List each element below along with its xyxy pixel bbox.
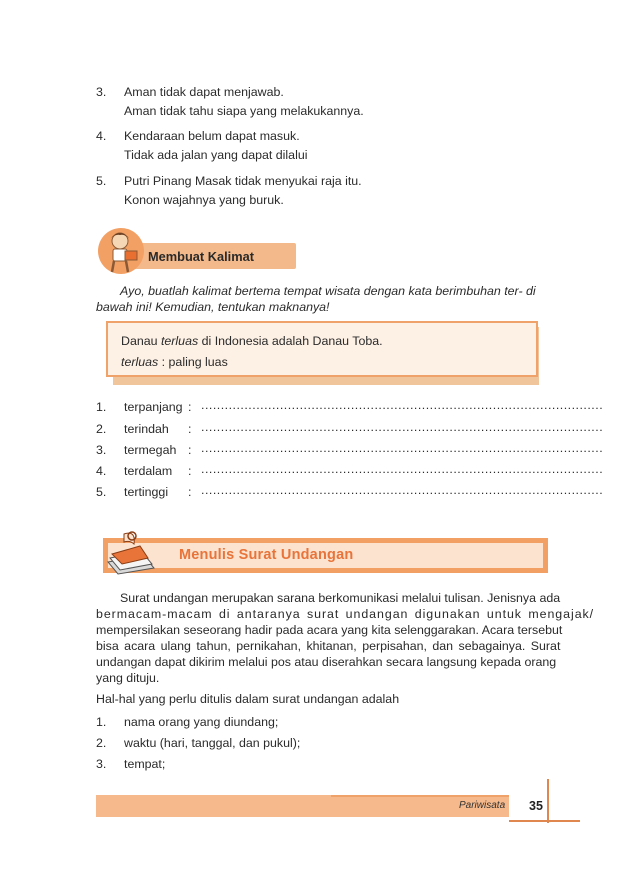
word-label: termegah — [124, 443, 177, 457]
list-number: 2. — [96, 736, 107, 750]
word-label: terpanjang — [124, 400, 183, 414]
example-sentence — [121, 334, 383, 348]
word-label: terindah — [124, 422, 169, 436]
page-number: 35 — [529, 799, 543, 813]
list-number: 4. — [96, 129, 107, 143]
word-colon: : — [188, 464, 192, 478]
footer-accent-line — [331, 795, 509, 797]
instruction-line: Ayo, buatlah kalimat bertema tempat wisata dengan kata berimbuhan ter- di — [120, 284, 536, 298]
example-word: terluas — [121, 355, 159, 369]
example-text: Danau — [121, 334, 161, 348]
word-colon: : — [188, 400, 192, 414]
word-number: 1. — [96, 400, 107, 414]
letter-envelope-icon — [102, 528, 168, 578]
list-line: Putri Pinang Masak tidak menyukai raja itu. — [124, 174, 362, 188]
paragraph-line: Surat undangan merupakan sarana berkomunikasi melalui tulisan. Jenisnya ada — [120, 591, 561, 605]
example-text: di Indonesia adalah Danau Toba. — [198, 334, 383, 348]
word-number: 4. — [96, 464, 107, 478]
example-text: : paling luas — [158, 355, 228, 369]
lead-sentence: Hal-hal yang perlu ditulis dalam surat undangan adalah — [96, 692, 400, 706]
word-label: terdalam — [124, 464, 173, 478]
list-number: 3. — [96, 757, 107, 771]
list-item: nama orang yang diundang; — [124, 715, 279, 729]
paragraph-line: yang dituju. — [96, 671, 160, 685]
word-colon: : — [188, 422, 192, 436]
paragraph-line: mempersilakan seseorang hadir pada acara yang kita selenggarakan. Acara tersebut — [96, 623, 563, 637]
list-number: 1. — [96, 715, 107, 729]
list-line: Konon wajahnya yang buruk. — [124, 193, 284, 207]
example-word: terluas — [160, 334, 199, 348]
word-colon: : — [188, 443, 192, 457]
word-label: tertinggi — [124, 485, 169, 499]
list-number: 3. — [96, 85, 107, 99]
answer-line[interactable]: ...................................................................................................... — [201, 462, 604, 476]
answer-line[interactable]: ...................................................................................................... — [201, 420, 604, 434]
word-number: 5. — [96, 485, 107, 499]
section-title: Membuat Kalimat — [148, 249, 254, 264]
paragraph-line: bisa acara ulang tahun, pernikahan, khitanan, perpisahan, dan sebagainya. Surat — [96, 639, 561, 653]
footer-chapter-label: Pariwisata — [459, 800, 506, 811]
paragraph-line: undangan dapat dikirim melalui pos atau diserahkan secara langsung kepada orang — [96, 655, 557, 669]
section-title: Menulis Surat Undangan — [179, 547, 354, 563]
list-line: Aman tidak tahu siapa yang melakukannya. — [124, 104, 364, 118]
list-item: tempat; — [124, 757, 166, 771]
list-line: Tidak ada jalan yang dapat dilalui — [124, 148, 308, 162]
word-number: 3. — [96, 443, 107, 457]
footer-divider — [509, 820, 580, 822]
example-meaning — [121, 355, 228, 369]
list-line: Aman tidak dapat menjawab. — [124, 85, 284, 99]
list-item: waktu (hari, tanggal, dan pukul); — [124, 736, 301, 750]
answer-line[interactable]: ...................................................................................................... — [201, 441, 604, 455]
footer-divider — [547, 779, 549, 823]
word-number: 2. — [96, 422, 107, 436]
answer-line[interactable]: ...................................................................................................... — [201, 398, 604, 412]
paragraph-line: bermacam-macam di antaranya surat undangan digunakan untuk mengajak/ — [96, 607, 595, 621]
boy-with-book-icon — [96, 226, 146, 276]
word-colon: : — [188, 485, 192, 499]
answer-line[interactable]: ...................................................................................................... — [201, 483, 604, 497]
footer-band — [96, 795, 509, 817]
instruction-line: bawah ini! Kemudian, tentukan maknanya! — [96, 300, 330, 314]
list-number: 5. — [96, 174, 107, 188]
list-line: Kendaraan belum dapat masuk. — [124, 129, 300, 143]
